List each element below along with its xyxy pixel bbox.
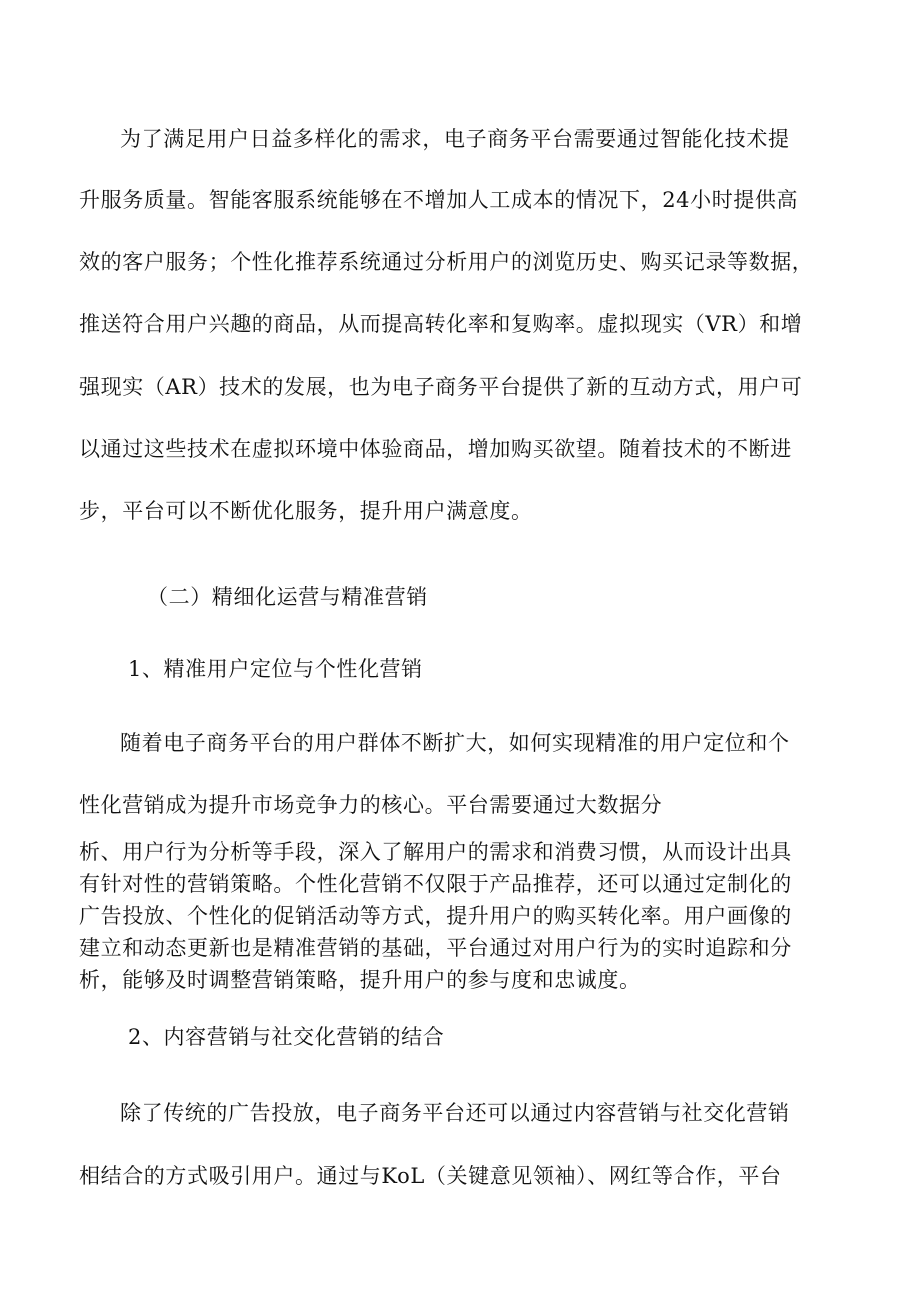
paragraph-line: 广告投放、个性化的促销活动等方式，提升用户的购买转化率。用户画像的 bbox=[79, 904, 792, 928]
paragraph-line: 效的客户服务；个性化推荐系统通过分析用户的浏览历史、购买记录等数据， bbox=[79, 250, 814, 274]
dense-paragraph bbox=[79, 836, 839, 996]
paragraph-line: 升服务质量。智能客服系统能够在不增加人工成本的情况下，24小时提供高 bbox=[79, 188, 799, 212]
paragraph-line: 析、用户行为分析等手段，深入了解用户的需求和消费习惯，从而设计出具 bbox=[79, 840, 792, 864]
paragraph-line: 析，能够及时调整营销策略，提升用户的参与度和忠诚度。 bbox=[79, 968, 641, 992]
paragraph-line: 有针对性的营销策略。个性化营销不仅限于产品推荐，还可以通过定制化的 bbox=[79, 872, 792, 896]
section-heading: （二）精细化运营与精准营销 bbox=[147, 585, 428, 609]
paragraph-line: 性化营销成为提升市场竞争力的核心。平台需要通过大数据分 bbox=[79, 793, 663, 817]
paragraph-line: 为了满足用户日益多样化的需求，电子商务平台需要通过智能化技术提 bbox=[120, 127, 790, 151]
paragraph-line: 推送符合用户兴趣的商品，从而提高转化率和复购率。虚拟现实（VR）和增 bbox=[79, 312, 803, 336]
subsection-heading: 2、内容营销与社交化营销的结合 bbox=[128, 1025, 445, 1049]
paragraph-line: 除了传统的广告投放，电子商务平台还可以通过内容营销与社交化营销 bbox=[120, 1101, 790, 1125]
paragraph-line: 建立和动态更新也是精准营销的基础，平台通过对用户行为的实时追踪和分 bbox=[79, 936, 792, 960]
paragraph-line: 随着电子商务平台的用户群体不断扩大，如何实现精准的用户定位和个 bbox=[120, 731, 790, 755]
paragraph-line: 步，平台可以不断优化服务，提升用户满意度。 bbox=[79, 499, 533, 523]
paragraph-line: 相结合的方式吸引用户。通过与KoL（关键意见领袖）、网红等合作，平台 bbox=[79, 1164, 782, 1188]
subsection-heading: 1、精准用户定位与个性化营销 bbox=[128, 657, 423, 681]
paragraph-line: 以通过这些技术在虚拟环境中体验商品，增加购买欲望。随着技术的不断进 bbox=[79, 437, 792, 461]
paragraph-line: 强现实（AR）技术的发展，也为电子商务平台提供了新的互动方式，用户可 bbox=[79, 375, 803, 399]
